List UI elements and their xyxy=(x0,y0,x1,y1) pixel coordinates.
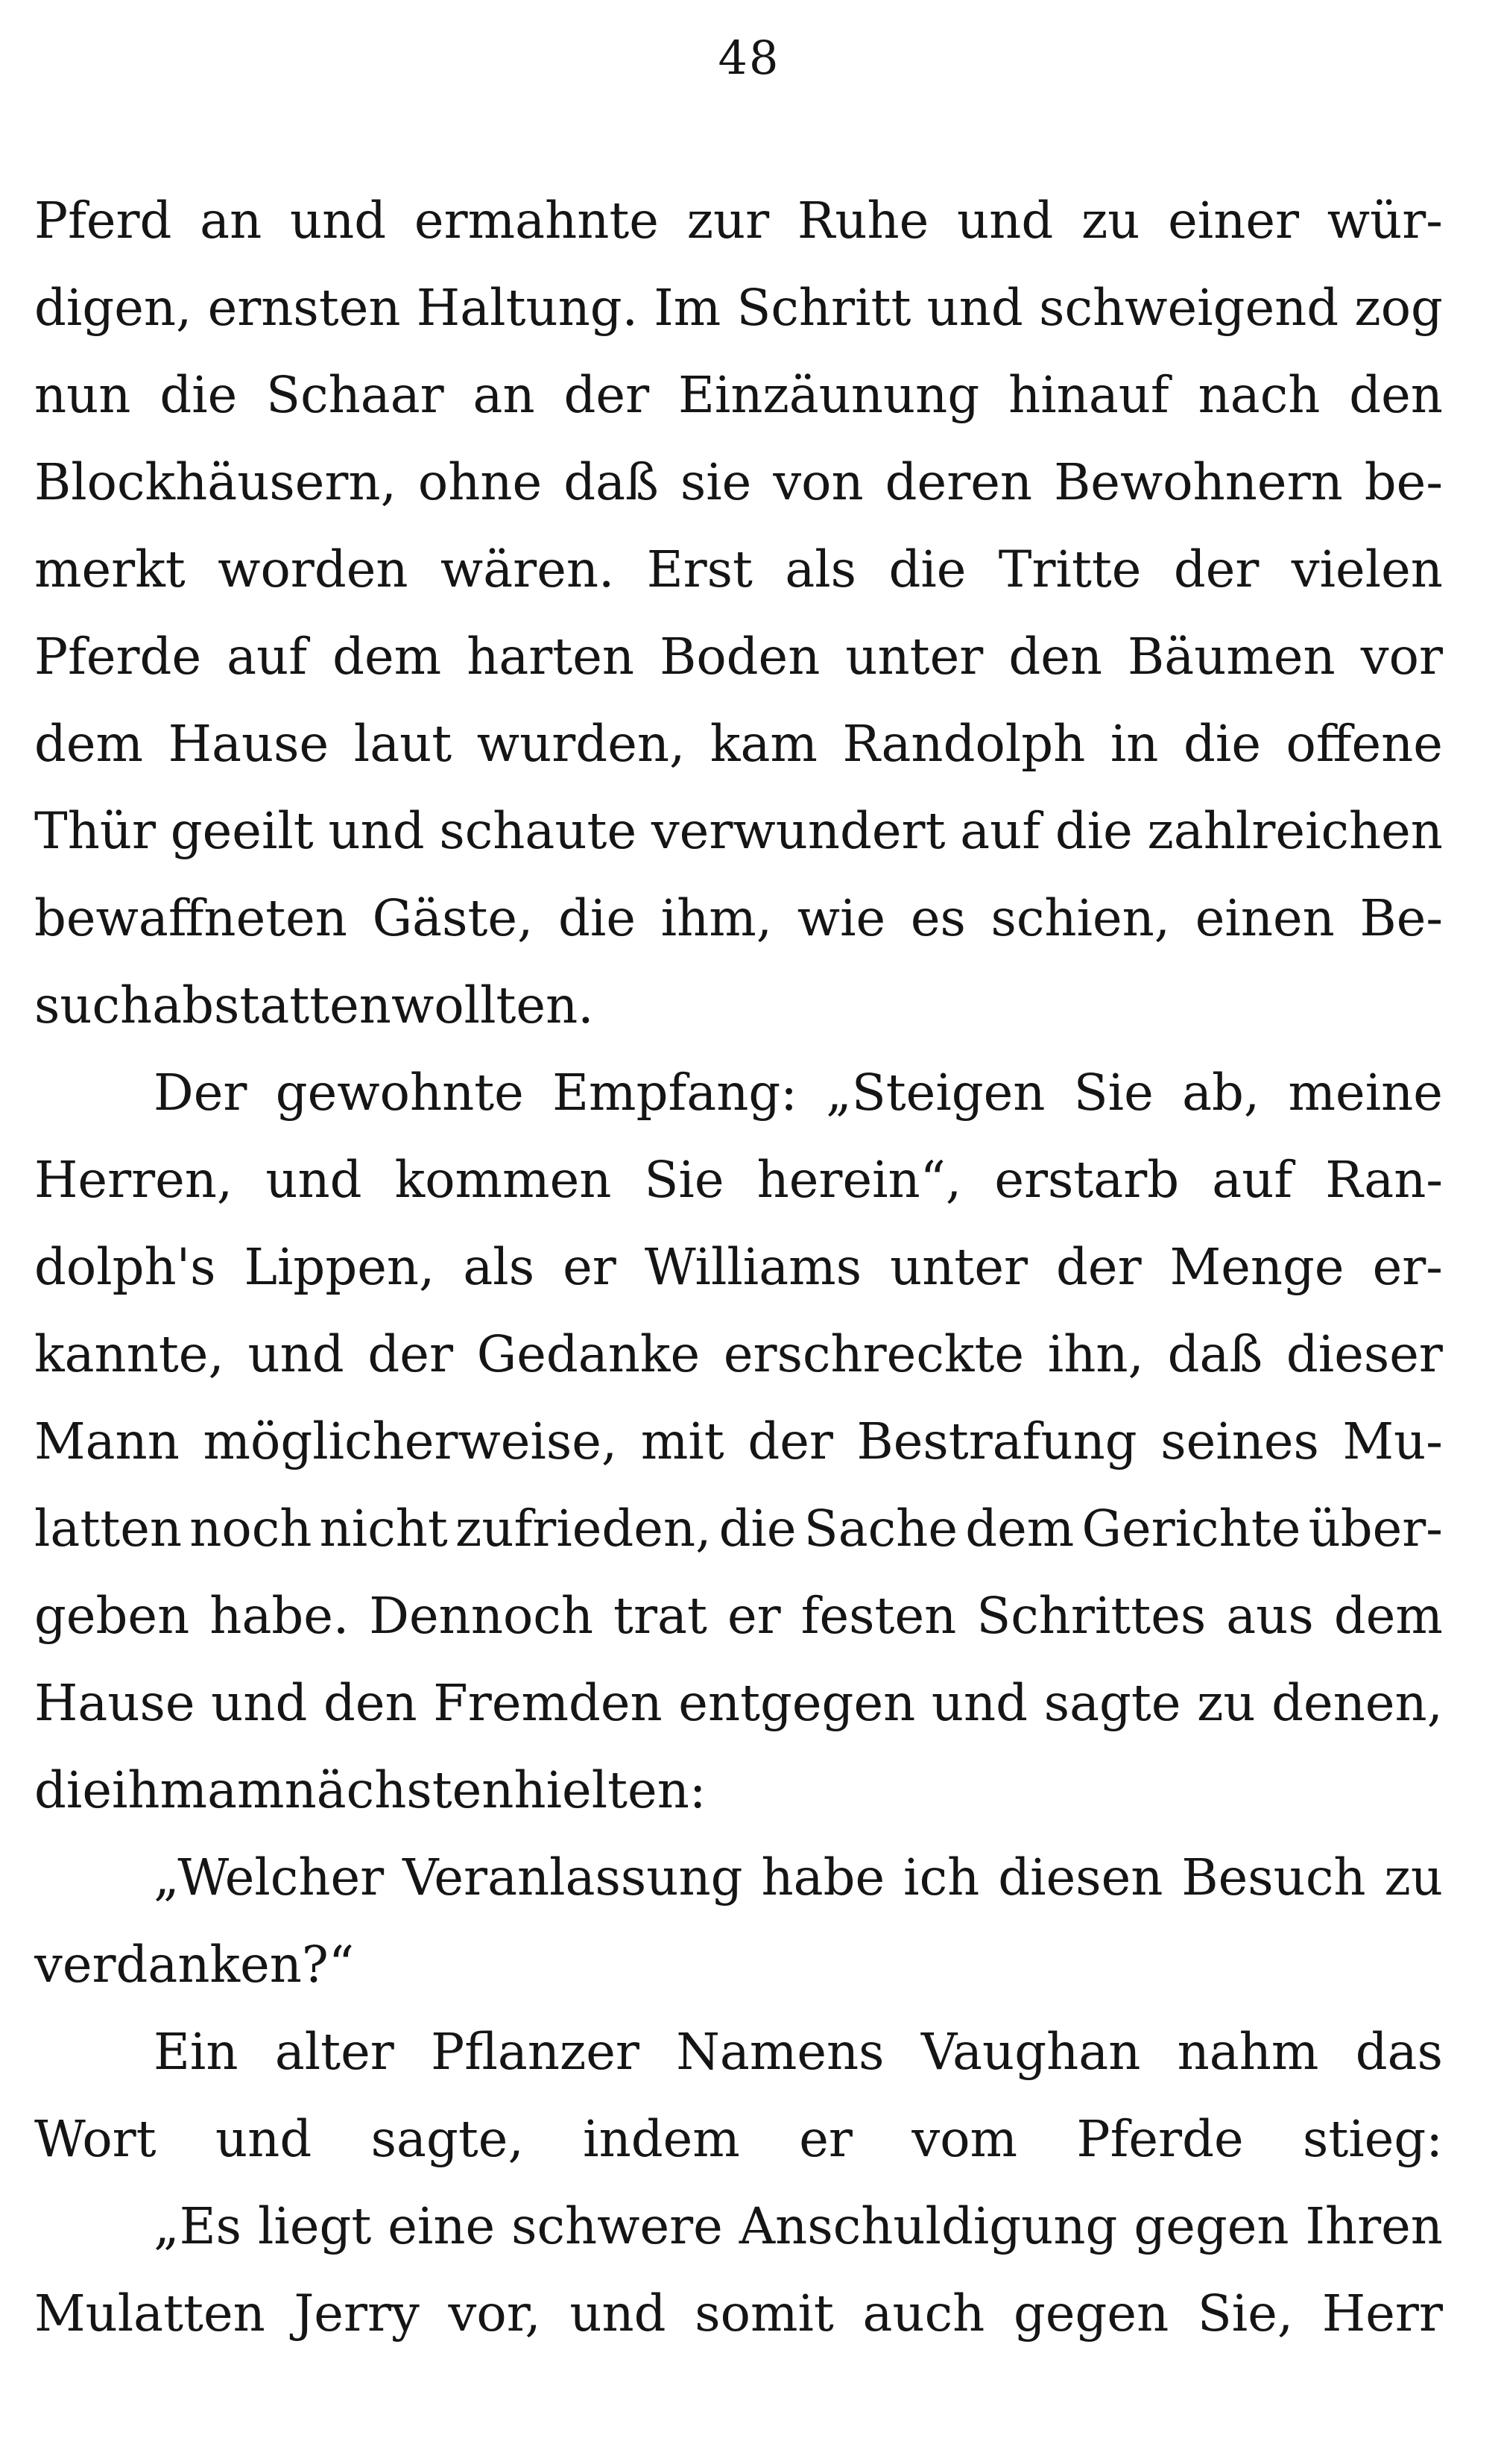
word: Be- xyxy=(1359,889,1443,947)
word: den xyxy=(1008,628,1103,686)
word: habe. xyxy=(209,1587,350,1645)
word: „Steigen xyxy=(826,1064,1046,1122)
word: unter xyxy=(890,1238,1028,1296)
word: und xyxy=(957,192,1054,250)
word: er xyxy=(563,1238,616,1296)
word: entgegen xyxy=(678,1674,916,1732)
word: es xyxy=(910,889,966,947)
word: an xyxy=(473,366,535,424)
word: trat xyxy=(613,1587,707,1645)
word: worden xyxy=(218,540,408,598)
word: Ruhe xyxy=(797,192,929,250)
word: und xyxy=(290,192,387,250)
word: dieser xyxy=(1286,1325,1443,1383)
word: die xyxy=(718,1500,797,1558)
word: somit xyxy=(695,2284,834,2343)
word: möglicherweise, xyxy=(203,1412,618,1470)
word: Hause xyxy=(34,1674,195,1732)
text-line xyxy=(34,613,1443,701)
word: auf xyxy=(1212,1151,1293,1209)
word: den xyxy=(1349,366,1443,424)
word: indem xyxy=(583,2110,740,2168)
text-line xyxy=(34,526,1443,613)
word: abstatten xyxy=(152,976,391,1034)
word: alter xyxy=(274,2023,394,2081)
word: Ihren xyxy=(1305,2197,1443,2255)
word: Dennoch xyxy=(369,1587,593,1645)
word: digen, xyxy=(34,279,192,337)
word: Blockhäusern, xyxy=(34,453,396,511)
word: such xyxy=(34,976,153,1034)
word: in xyxy=(1110,715,1159,773)
word: ihm, xyxy=(660,889,773,947)
text-line xyxy=(34,1747,1443,1834)
word: Pferde xyxy=(1076,2110,1244,2168)
word: einer xyxy=(1168,192,1300,250)
word: die xyxy=(1055,802,1133,860)
word: einen xyxy=(1195,889,1335,947)
word: der xyxy=(563,366,650,424)
word: der xyxy=(1173,540,1260,598)
text-line xyxy=(34,1573,1443,1660)
word: deren xyxy=(885,453,1033,511)
word: Boden xyxy=(660,628,821,686)
word: Mulatten xyxy=(34,2284,265,2343)
word: die xyxy=(159,366,238,424)
word: Pferd xyxy=(34,192,172,250)
word: geeilt xyxy=(170,802,314,860)
word: vielen xyxy=(1291,540,1443,598)
word: Der xyxy=(154,1064,247,1122)
word: die xyxy=(1183,715,1261,773)
word: Mu- xyxy=(1342,1412,1443,1470)
word: ohne xyxy=(417,453,543,511)
word: Tritte xyxy=(998,540,1142,598)
word: schaute xyxy=(439,802,637,860)
word: zufrieden, xyxy=(455,1500,712,1558)
word: offene xyxy=(1286,715,1443,773)
word: dem xyxy=(332,628,442,686)
word: auf xyxy=(227,628,308,686)
word: ihn, xyxy=(1047,1325,1144,1383)
text-line xyxy=(34,1834,1443,1921)
word: erschreckte xyxy=(723,1325,1025,1383)
word: „Welcher xyxy=(154,1848,385,1907)
word: an xyxy=(200,192,262,250)
word: dem xyxy=(965,1500,1075,1558)
text-line xyxy=(34,2096,1443,2183)
word: nächsten xyxy=(284,1761,514,1819)
word: erstarb xyxy=(994,1151,1180,1209)
word: auf xyxy=(960,802,1041,860)
word: wären. xyxy=(440,540,615,598)
word: Ein xyxy=(154,2023,238,2081)
word: Sie, xyxy=(1197,2284,1294,2343)
word: Fremden xyxy=(433,1674,663,1732)
word: zog xyxy=(1354,279,1443,337)
word: er xyxy=(799,2110,853,2168)
word: zu xyxy=(1197,1674,1256,1732)
word: Randolph xyxy=(842,715,1086,773)
word: Herr xyxy=(1321,2284,1443,2343)
word: schwere xyxy=(511,2197,723,2255)
word: und xyxy=(931,1674,1028,1732)
word: als xyxy=(463,1238,535,1296)
word: Gäste, xyxy=(372,889,534,947)
word: Sache xyxy=(803,1500,958,1558)
word: Gerichte xyxy=(1081,1500,1301,1558)
word: ihm xyxy=(111,1761,208,1819)
word: Sie xyxy=(1073,1064,1154,1122)
text-line xyxy=(34,1485,1443,1573)
word: von xyxy=(773,453,864,511)
word: Williams xyxy=(644,1238,862,1296)
word: meine xyxy=(1288,1064,1443,1122)
word: über- xyxy=(1308,1500,1443,1558)
word: schien, xyxy=(990,889,1171,947)
word: Hause xyxy=(168,715,329,773)
word: nun xyxy=(34,366,131,424)
word: daß xyxy=(563,453,659,511)
word: stieg: xyxy=(1303,2110,1443,2168)
text-line xyxy=(34,1224,1443,1311)
word: auch xyxy=(862,2284,985,2343)
word: harten xyxy=(467,628,635,686)
word: gegen xyxy=(1134,2197,1289,2255)
body-text xyxy=(34,177,1443,2357)
word: der xyxy=(367,1325,453,1383)
word: Anschuldigung xyxy=(739,2197,1118,2255)
text-line xyxy=(34,1311,1443,1398)
word: Bewohnern xyxy=(1054,453,1343,511)
text-line xyxy=(34,875,1443,962)
word: und xyxy=(211,1674,308,1732)
text-line xyxy=(34,265,1443,352)
word: dem xyxy=(1333,1587,1443,1645)
word: Haltung. xyxy=(416,279,638,337)
word: „Es xyxy=(154,2197,242,2255)
word: Lippen, xyxy=(244,1238,435,1296)
word: seines xyxy=(1160,1412,1319,1470)
word: daß xyxy=(1167,1325,1263,1383)
word: wie xyxy=(797,889,886,947)
word: sagte, xyxy=(370,2110,524,2168)
word: Erst xyxy=(646,540,753,598)
word: Im xyxy=(654,279,721,337)
word: und xyxy=(247,1325,344,1383)
word: die xyxy=(34,1761,112,1819)
word: und xyxy=(215,2110,312,2168)
word: sagte xyxy=(1043,1674,1181,1732)
word: zur xyxy=(686,192,770,250)
word: Bäumen xyxy=(1128,628,1336,686)
word: Besuch xyxy=(1181,1848,1366,1907)
text-line xyxy=(34,2270,1443,2357)
word: er- xyxy=(1372,1238,1443,1296)
word: verwundert xyxy=(651,802,946,860)
word: Ran- xyxy=(1325,1151,1443,1209)
word: Veranlassung xyxy=(402,1848,743,1907)
word: Thür xyxy=(34,802,157,860)
word: be- xyxy=(1364,453,1443,511)
word: eine xyxy=(388,2197,496,2255)
word: Sie xyxy=(644,1151,724,1209)
word: habe xyxy=(761,1848,885,1907)
word: Menge xyxy=(1169,1238,1344,1296)
text-line xyxy=(34,1921,1443,2009)
word: den xyxy=(323,1674,417,1732)
word: diesen xyxy=(998,1848,1163,1907)
word: liegt xyxy=(257,2197,372,2255)
word: ernsten xyxy=(207,279,401,337)
word: nahm xyxy=(1177,2023,1319,2081)
word: gegen xyxy=(1013,2284,1169,2343)
word: ermahnte xyxy=(414,192,659,250)
word: der xyxy=(748,1412,833,1470)
text-line xyxy=(34,177,1443,265)
word: zu xyxy=(1081,192,1140,250)
text-line xyxy=(34,2183,1443,2270)
word: Vaughan xyxy=(920,2023,1141,2081)
word: Schrittes xyxy=(976,1587,1207,1645)
word: wollten. xyxy=(391,976,594,1034)
word: die xyxy=(558,889,636,947)
word: Herren, xyxy=(34,1151,233,1209)
word: dem xyxy=(34,715,144,773)
word: Mann xyxy=(34,1412,180,1470)
word: Gedanke xyxy=(476,1325,701,1383)
word: festen xyxy=(800,1587,957,1645)
word: Wort xyxy=(34,2110,157,2168)
word: mit xyxy=(640,1412,724,1470)
word: herein“, xyxy=(756,1151,962,1209)
word: latten xyxy=(34,1500,183,1558)
word: wür- xyxy=(1327,192,1443,250)
word: und xyxy=(926,279,1023,337)
word: nach xyxy=(1198,366,1321,424)
word: am xyxy=(207,1761,285,1819)
word: ab, xyxy=(1182,1064,1260,1122)
word: bewaffneten xyxy=(34,889,347,947)
word: die xyxy=(888,540,967,598)
word: Pferde xyxy=(34,628,202,686)
text-line xyxy=(34,2009,1443,2096)
word: kommen xyxy=(394,1151,612,1209)
word: als xyxy=(785,540,857,598)
page-number: 48 xyxy=(718,31,780,85)
word: geben xyxy=(34,1587,190,1645)
word: verdanken?“ xyxy=(34,1936,355,1994)
word: Schaar xyxy=(266,366,444,424)
word: Jerry xyxy=(294,2284,420,2343)
word: kam xyxy=(710,715,818,773)
word: vor xyxy=(1360,628,1443,686)
word: sie xyxy=(680,453,752,511)
text-line xyxy=(34,1137,1443,1224)
word: gewohnte xyxy=(275,1064,524,1122)
text-line xyxy=(34,1049,1443,1137)
word: zu xyxy=(1384,1848,1443,1907)
word: denen, xyxy=(1271,1674,1443,1732)
word: kannte, xyxy=(34,1325,224,1383)
word: unter xyxy=(845,628,984,686)
word: Bestrafung xyxy=(856,1412,1137,1470)
word: und xyxy=(265,1151,362,1209)
word: Einzäunung xyxy=(677,366,980,424)
word: und xyxy=(569,2284,666,2343)
word: Pflanzer xyxy=(431,2023,639,2081)
word: hinauf xyxy=(1008,366,1169,424)
text-line xyxy=(34,352,1443,439)
text-line xyxy=(34,701,1443,788)
word: laut xyxy=(353,715,452,773)
word: dolph's xyxy=(34,1238,216,1296)
word: noch xyxy=(189,1500,312,1558)
word: hielten: xyxy=(513,1761,707,1819)
word: vor, xyxy=(448,2284,541,2343)
word: zahlreichen xyxy=(1147,802,1443,860)
word: ich xyxy=(903,1848,980,1907)
word: Namens xyxy=(676,2023,885,2081)
word: vom xyxy=(911,2110,1018,2168)
word: das xyxy=(1355,2023,1443,2081)
text-line xyxy=(34,962,1443,1049)
word: Empfang: xyxy=(552,1064,797,1122)
word: er xyxy=(727,1587,781,1645)
word: aus xyxy=(1226,1587,1314,1645)
text-line xyxy=(34,439,1443,526)
word: nicht xyxy=(319,1500,448,1558)
text-line xyxy=(34,788,1443,875)
word: Schritt xyxy=(736,279,911,337)
text-line xyxy=(34,1660,1443,1747)
word: merkt xyxy=(34,540,186,598)
word: schweigend xyxy=(1039,279,1339,337)
text-line xyxy=(34,1398,1443,1485)
word: der xyxy=(1056,1238,1142,1296)
word: wurden, xyxy=(476,715,686,773)
word: und xyxy=(328,802,425,860)
